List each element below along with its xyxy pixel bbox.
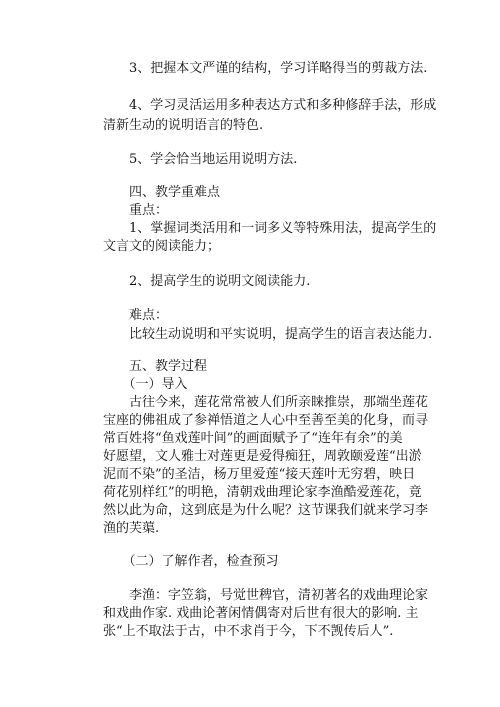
- intro-paragraph-line-6: 荷花别样红”的明艳，清朝戏曲理论家李渔酷爱莲花，竟: [103, 485, 422, 500]
- intro-paragraph-line-5: 泥而不染”的圣洁，杨万里爱莲“接天莲叶无穷碧，映日: [103, 467, 416, 482]
- key-point-1-line-1: 1、掌握词类活用和一词多义等特殊用法，提高学生的: [103, 221, 437, 236]
- difficult-point-1: 比较生动说明和平实说明，提高学生的语言表达能力.: [103, 327, 433, 342]
- subsection-intro-heading: （一）导入: [103, 377, 188, 392]
- key-points-label: 重点：: [103, 203, 169, 218]
- difficult-points-label: 难点：: [103, 308, 169, 323]
- intro-paragraph-line-1: 古往今来，莲花常常被人们所亲睐推崇，那端坐莲花: [103, 395, 429, 410]
- subsection-author-heading: （二）了解作者，检查预习: [103, 554, 279, 569]
- intro-paragraph-line-4: 好愿望，文人雅士对莲更是爱得痴狂，周敦颐爱莲“出淤: [103, 449, 422, 464]
- key-point-1-line-2: 文言文的阅读能力；: [103, 239, 221, 254]
- intro-paragraph-line-8: 渔的芙蕖.: [103, 521, 160, 536]
- objective-4-line-1: 4、学习灵活运用多种表达方式和多种修辞手法，形成: [103, 98, 437, 113]
- intro-paragraph-line-2: 宝座的佛祖成了参禅悟道之人心中至善至美的化身，而寻: [103, 413, 429, 428]
- intro-paragraph-line-7: 然以此为命，这到底是为什么呢？这节课我们就来学习李: [103, 503, 429, 518]
- objective-5: 5、学会恰当地运用说明方法.: [103, 152, 298, 167]
- objective-3: 3、把握本文严谨的结构，学习详略得当的剪裁方法.: [103, 61, 428, 76]
- section-heading-4: 四、教学重难点: [103, 185, 221, 200]
- intro-paragraph-line-3: 常百姓将“鱼戏莲叶间”的画面赋予了“连年有余”的美: [103, 431, 403, 446]
- author-paragraph-line-3: 张“上不取法于古，中不求肖于今，下不觊传后人”.: [103, 624, 394, 639]
- author-paragraph-line-2: 和戏曲作家. 戏曲论著闲情偶寄对后世有很大的影响. 主: [103, 606, 419, 621]
- objective-4-line-2: 清新生动的说明语言的特色.: [103, 118, 264, 133]
- author-paragraph-line-1: 李渔：字笠翁，号觉世稗官，清初著名的戏曲理论家: [103, 588, 429, 603]
- section-heading-5: 五、教学过程: [103, 359, 208, 374]
- key-point-2: 2、提高学生的说明文阅读能力.: [103, 274, 311, 289]
